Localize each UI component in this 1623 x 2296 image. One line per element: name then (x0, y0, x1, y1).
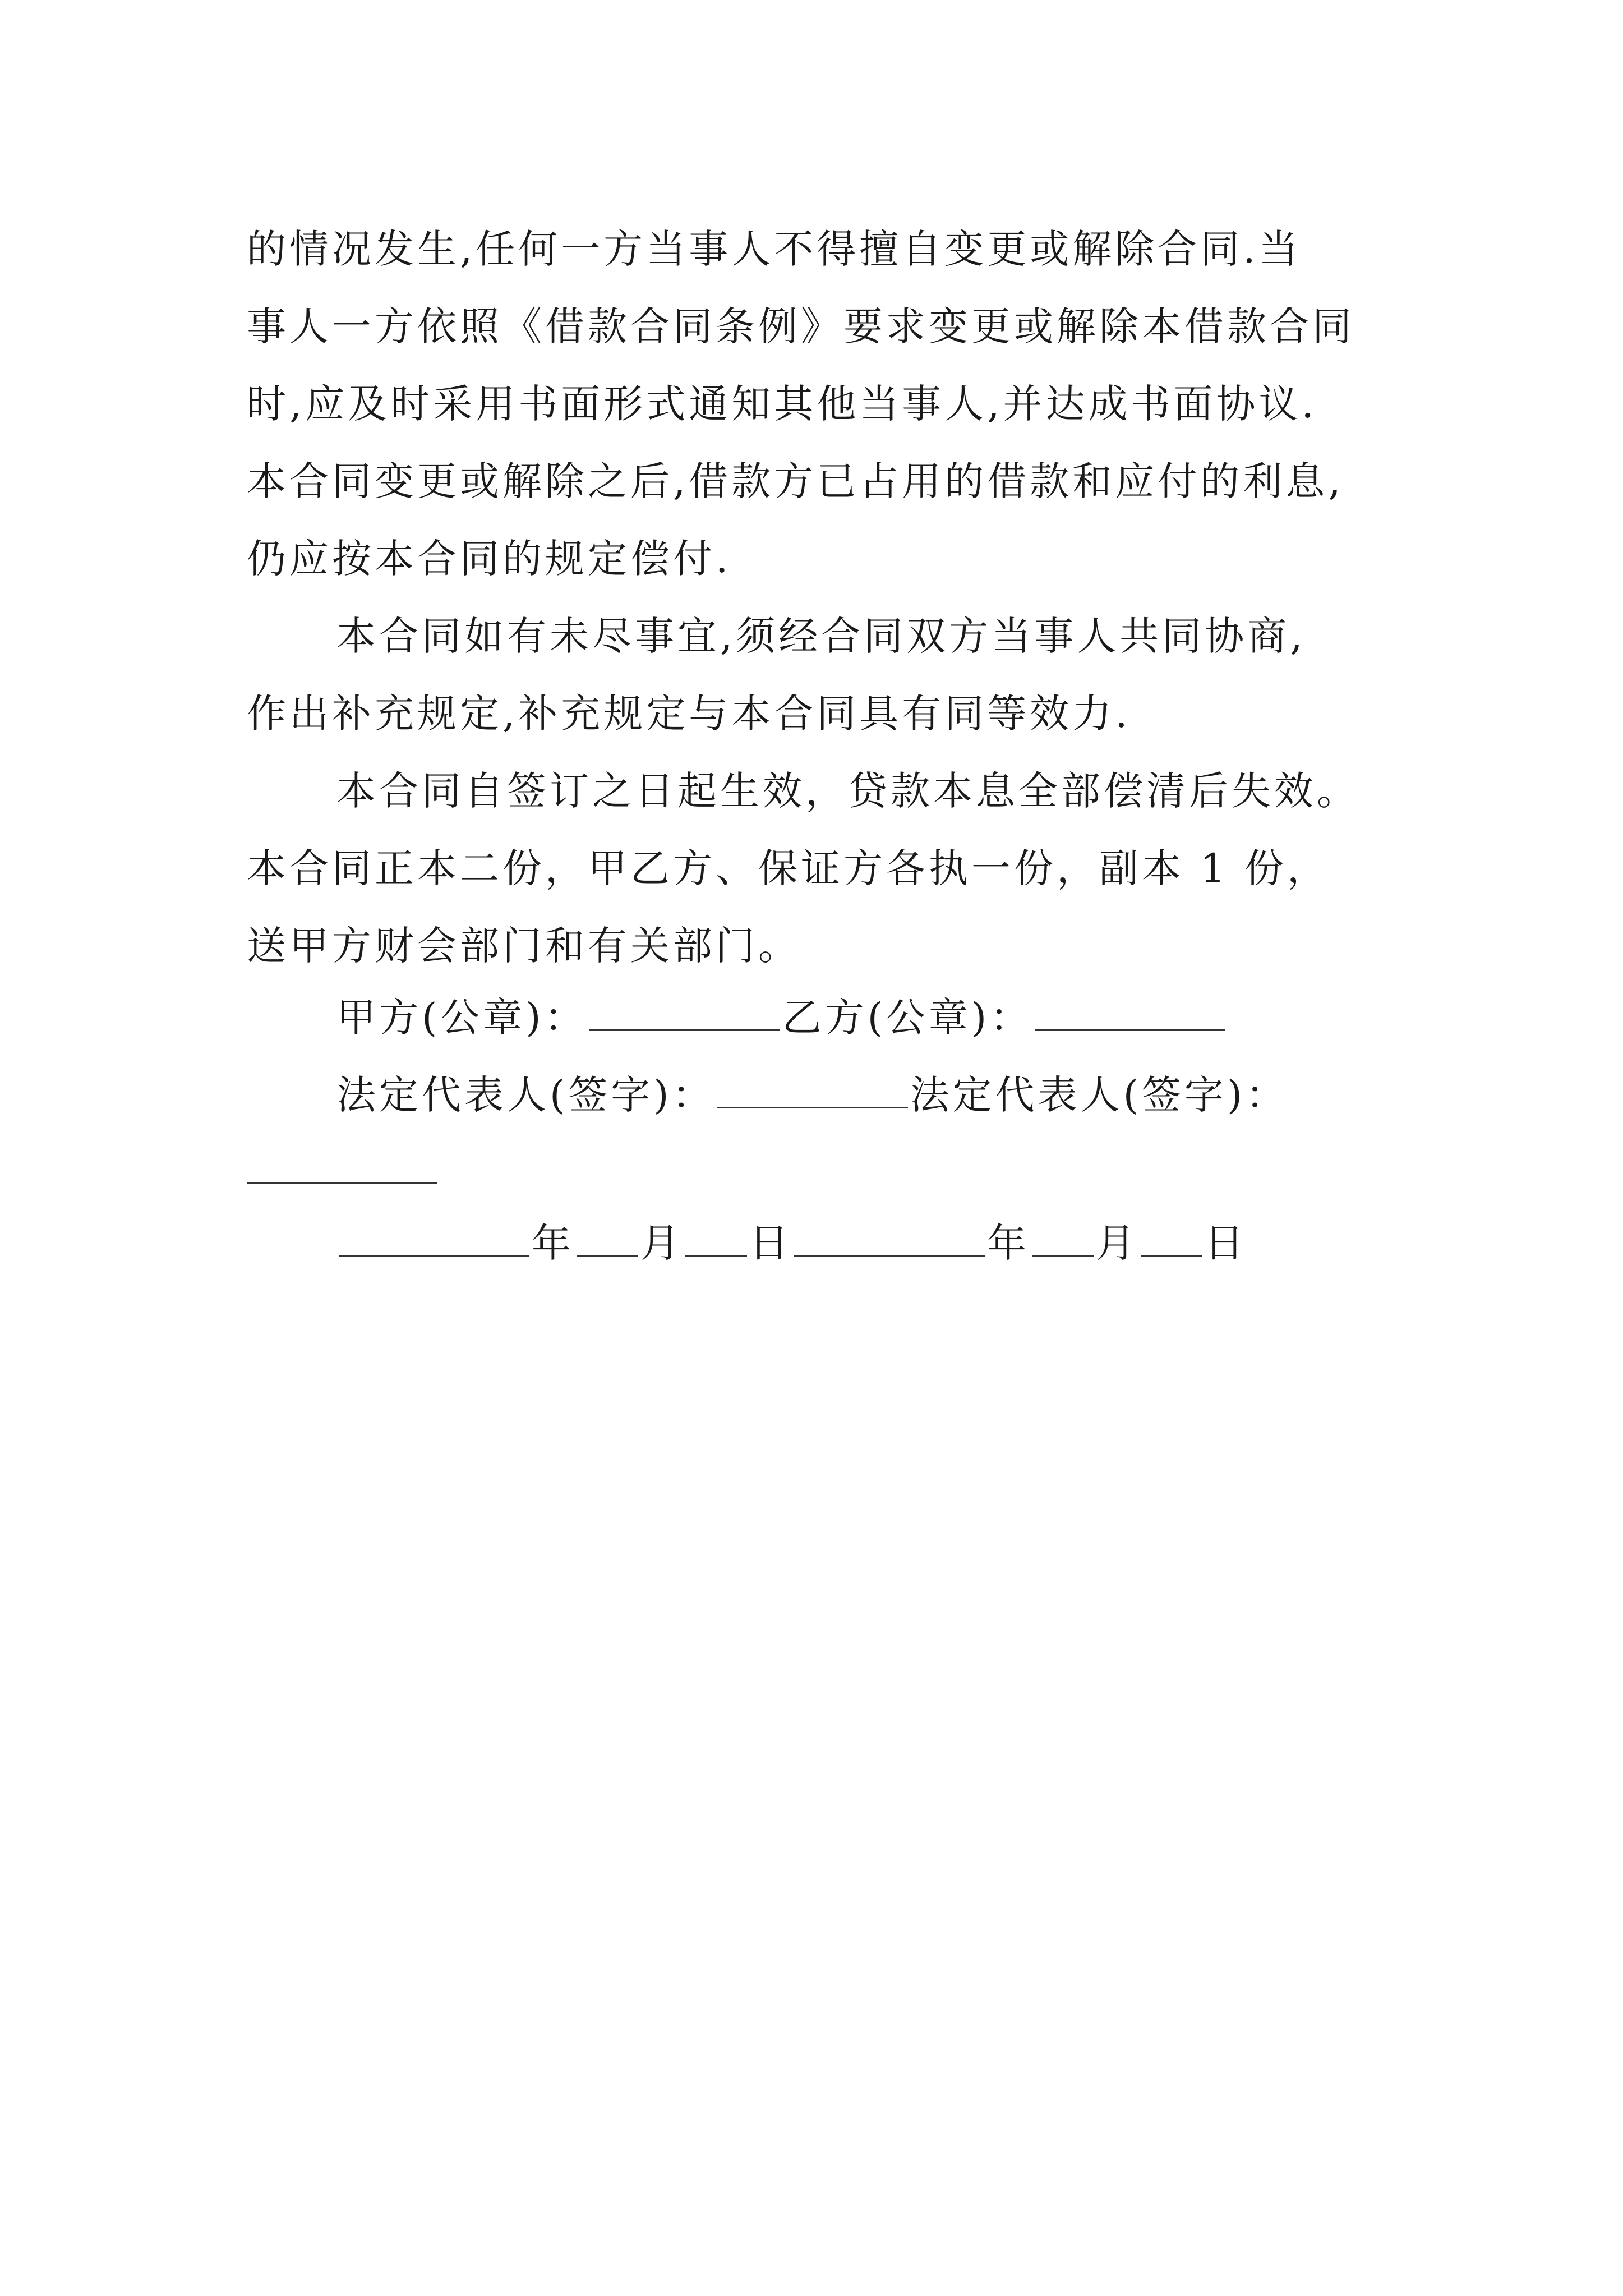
party-a-seal-label: 甲方(公章)： (336, 995, 587, 1041)
party-b-seal-blank (1035, 990, 1225, 1031)
party-a-seal-blank (589, 990, 780, 1031)
paragraph-2-line-2: 作出补充规定,补充规定与本合同具有同等效力. (247, 691, 1131, 737)
paragraph-1-line-2: 事人一方依照《借款合同条例》要求变更或解除本借款合同 (247, 303, 1355, 349)
paragraph-1-line-5: 仍应按本合同的规定偿付. (247, 536, 732, 582)
date-b-year-blank (794, 1216, 985, 1257)
paragraph-3-line-3: 送甲方财会部门和有关部门。 (247, 923, 801, 969)
date-a-day-blank (685, 1216, 747, 1257)
date-b-day-label: 日 (1205, 1220, 1247, 1266)
date-b-day-blank (1141, 1216, 1202, 1257)
rep-a-label: 法定代表人(签字)： (336, 1072, 715, 1118)
paragraph-2-line-1: 本合同如有未尽事宜,须经合同双方当事人共同协商, (336, 613, 1306, 659)
date-b-month-blank (1032, 1216, 1094, 1257)
paragraph-1-line-3: 时,应及时采用书面形式通知其他当事人,并达成书面协议. (247, 381, 1317, 427)
paragraph-3-line-1: 本合同自签订之日起生效，贷款本息全部偿清后失效。 (336, 768, 1359, 814)
rep-b-label: 法定代表人(签字)： (910, 1072, 1289, 1118)
party-b-seal-label: 乙方(公章)： (782, 995, 1033, 1041)
rep-a-blank (717, 1068, 908, 1108)
date-b-month-label: 月 (1096, 1220, 1138, 1266)
representative-row (247, 1064, 1288, 1120)
date-a-month-label: 月 (640, 1220, 683, 1266)
paragraph-1-line-4: 本合同变更或解除之后,借款方已占用的借款和应付的利息, (247, 458, 1344, 504)
date-b-year-label: 年 (987, 1220, 1030, 1266)
contract-body (247, 210, 1391, 984)
date-a-year-blank (339, 1216, 529, 1257)
date-a-day-label: 日 (749, 1220, 792, 1266)
paragraph-1-line-1: 的情况发生,任何一方当事人不得擅自变更或解除合同.当 (247, 226, 1302, 272)
date-a-year-label: 年 (532, 1220, 574, 1266)
seal-row (247, 986, 1228, 1043)
paragraph-3-line-2: 本合同正本二份，甲乙方、保证方各执一份，副本 1 份， (247, 845, 1330, 891)
date-row (247, 1212, 1247, 1268)
date-a-month-blank (577, 1216, 638, 1257)
rep-b-blank (247, 1182, 437, 1184)
